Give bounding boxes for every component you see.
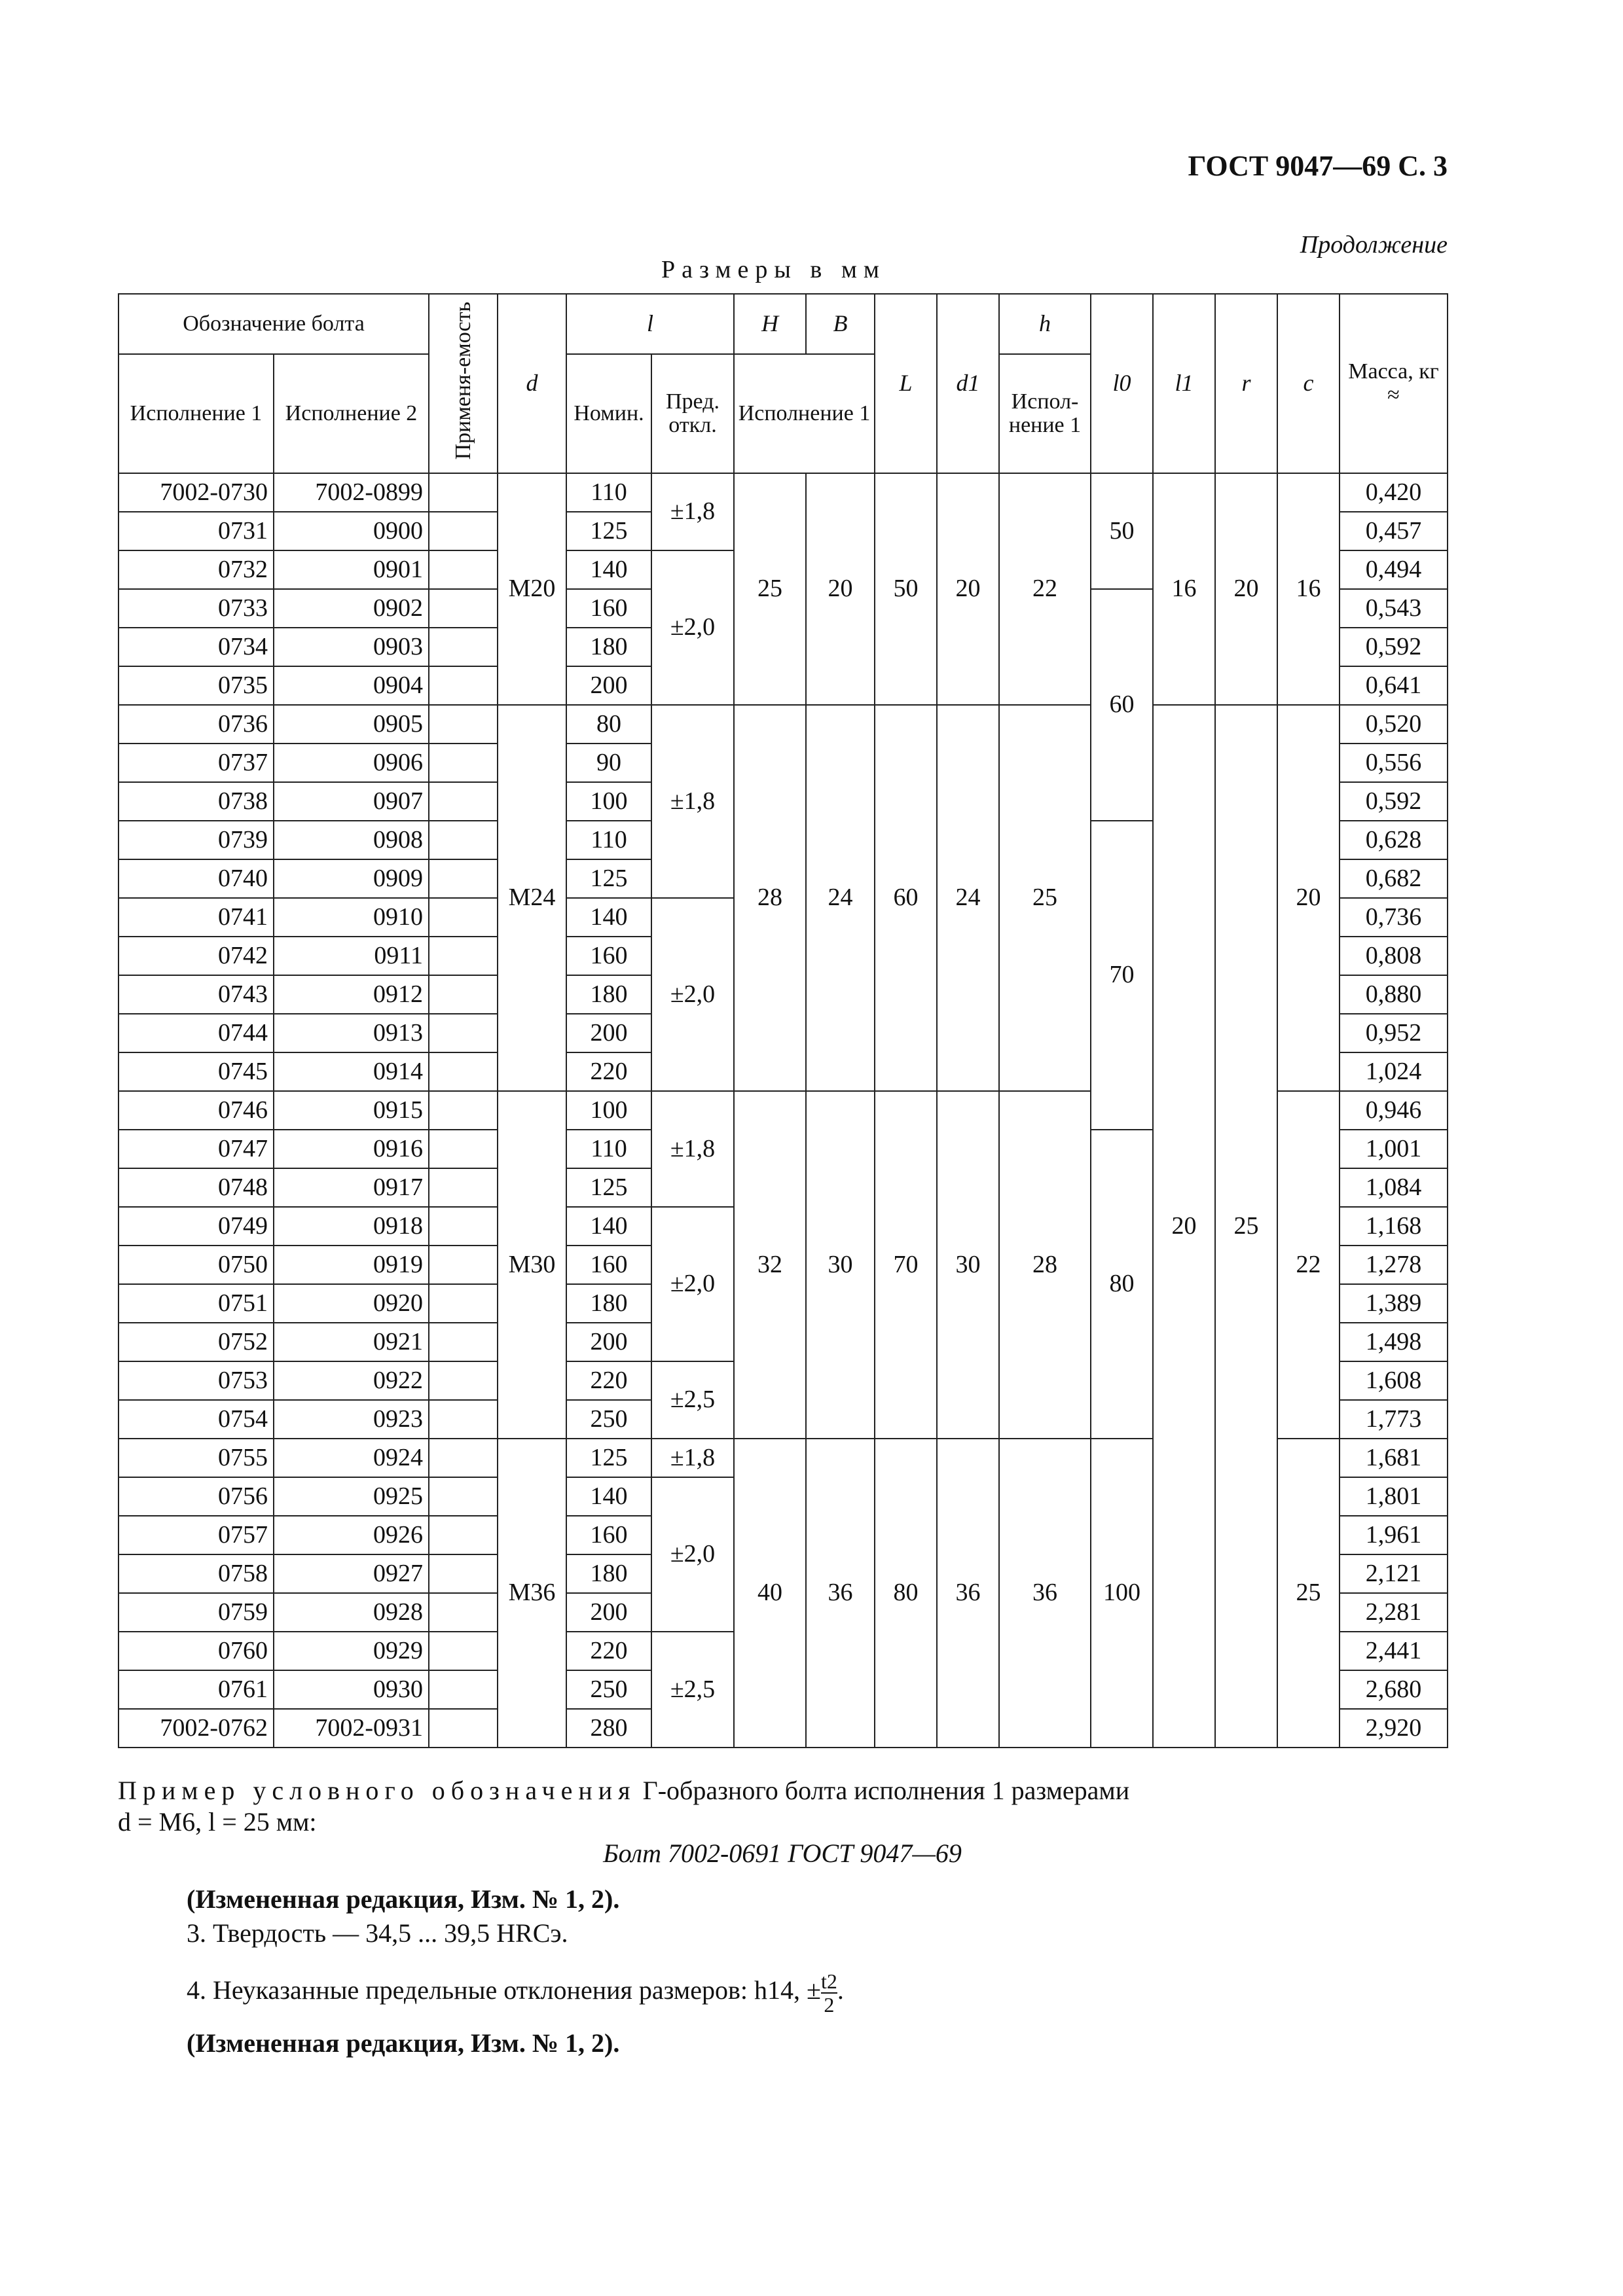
cell-mass: 2,281 <box>1340 1593 1448 1632</box>
cell-variant-1: 0754 <box>119 1400 274 1439</box>
cell-applicability <box>429 1361 498 1400</box>
cell-l-nominal: 110 <box>566 1130 651 1168</box>
cell-applicability <box>429 1439 498 1477</box>
cell-l-nominal: 250 <box>566 1400 651 1439</box>
cell-l-nominal: 250 <box>566 1670 651 1709</box>
cell-applicability <box>429 782 498 821</box>
cell-variant-2: 0900 <box>274 512 429 550</box>
dimensions-caption: Размеры в мм <box>661 256 886 283</box>
cell-variant-2: 0921 <box>274 1323 429 1361</box>
cell-variant-1: 0742 <box>119 937 274 975</box>
cell-applicability <box>429 1323 498 1361</box>
cell-applicability <box>429 859 498 898</box>
cell-variant-2: 0914 <box>274 1052 429 1091</box>
cell-variant-1: 0758 <box>119 1554 274 1593</box>
cell-applicability <box>429 1670 498 1709</box>
example-lead: Пример условного обозначения <box>118 1776 636 1805</box>
cell-variant-2: 0903 <box>274 628 429 666</box>
cell-l-nominal: 180 <box>566 1554 651 1593</box>
cell-l-nominal: 180 <box>566 1284 651 1323</box>
cell-mass: 0,520 <box>1340 705 1448 744</box>
header-h: h <box>999 294 1091 354</box>
cell-variant-2: 0919 <box>274 1246 429 1284</box>
cell-l-tolerance: ±1,8 <box>651 705 734 898</box>
cell-B: 20 <box>806 473 875 705</box>
cell-variant-1: 0750 <box>119 1246 274 1284</box>
header-l1: l1 <box>1153 294 1215 473</box>
cell-variant-2: 0907 <box>274 782 429 821</box>
cell-variant-2: 0917 <box>274 1168 429 1207</box>
cell-variant-1: 0756 <box>119 1477 274 1516</box>
cell-variant-1: 0735 <box>119 666 274 705</box>
cell-d1: 30 <box>937 1091 999 1439</box>
cell-applicability <box>429 1052 498 1091</box>
cell-c: 16 <box>1277 473 1340 705</box>
cell-applicability <box>429 1207 498 1246</box>
header-r: r <box>1215 294 1277 473</box>
cell-r: 25 <box>1215 705 1277 1748</box>
cell-h: 22 <box>999 473 1091 705</box>
tolerance-fraction: $\frac{t2}{2}$ <box>820 1969 837 2017</box>
header-B: B <box>806 294 875 354</box>
cell-mass: 1,001 <box>1340 1130 1448 1168</box>
cell-applicability <box>429 1632 498 1670</box>
cell-applicability <box>429 1014 498 1052</box>
cell-applicability <box>429 1091 498 1130</box>
cell-mass: 0,946 <box>1340 1091 1448 1130</box>
cell-l-nominal: 140 <box>566 898 651 937</box>
header-mass: Масса, кг ≈ <box>1340 294 1448 473</box>
cell-applicability <box>429 1246 498 1284</box>
cell-l-nominal: 220 <box>566 1361 651 1400</box>
cell-applicability <box>429 1168 498 1207</box>
cell-applicability <box>429 1284 498 1323</box>
cell-mass: 0,736 <box>1340 898 1448 937</box>
cell-mass: 1,961 <box>1340 1516 1448 1554</box>
cell-l-nominal: 100 <box>566 1091 651 1130</box>
cell-h: 36 <box>999 1439 1091 1748</box>
table-row <box>119 473 1448 512</box>
cell-applicability <box>429 1130 498 1168</box>
cell-mass: 2,920 <box>1340 1709 1448 1748</box>
cell-mass: 1,608 <box>1340 1361 1448 1400</box>
cell-variant-1: 0740 <box>119 859 274 898</box>
cell-variant-1: 0734 <box>119 628 274 666</box>
cell-applicability <box>429 1593 498 1632</box>
amendment-note-1: (Измененная редакция, Изм. № 1, 2). <box>187 1884 620 1914</box>
cell-variant-1: 0747 <box>119 1130 274 1168</box>
cell-l-nominal: 200 <box>566 666 651 705</box>
cell-l-tolerance: ±1,8 <box>651 1439 734 1477</box>
cell-l0: 70 <box>1091 821 1153 1130</box>
cell-variant-2: 0928 <box>274 1593 429 1632</box>
note-3-hardness: 3. Твердость — 34,5 ... 39,5 HRCэ. <box>187 1918 568 1948</box>
cell-h: 25 <box>999 705 1091 1091</box>
cell-d: M20 <box>498 473 566 705</box>
cell-c: 20 <box>1277 705 1340 1091</box>
continuation-label: Продолжение <box>1300 231 1448 259</box>
cell-variant-2: 0912 <box>274 975 429 1014</box>
cell-mass: 1,773 <box>1340 1400 1448 1439</box>
cell-variant-1: 0733 <box>119 589 274 628</box>
cell-d: M30 <box>498 1091 566 1439</box>
cell-r: 20 <box>1215 473 1277 705</box>
cell-l-nominal: 110 <box>566 473 651 512</box>
cell-l-nominal: 280 <box>566 1709 651 1748</box>
cell-l0: 100 <box>1091 1439 1153 1748</box>
cell-l0: 80 <box>1091 1130 1153 1439</box>
header-d: d <box>498 294 566 473</box>
cell-variant-2: 0925 <box>274 1477 429 1516</box>
header-l: l <box>566 294 734 354</box>
cell-mass: 0,592 <box>1340 782 1448 821</box>
header-L: L <box>875 294 937 473</box>
cell-l-tolerance: ±2,5 <box>651 1361 734 1439</box>
cell-l-nominal: 160 <box>566 1516 651 1554</box>
example-text-2: d = M6, l = 25 мм: <box>118 1807 317 1837</box>
cell-mass: 0,543 <box>1340 589 1448 628</box>
cell-l-nominal: 200 <box>566 1014 651 1052</box>
cell-variant-2: 0929 <box>274 1632 429 1670</box>
cell-applicability <box>429 821 498 859</box>
cell-mass: 2,121 <box>1340 1554 1448 1593</box>
example-designation: Болт 7002-0691 ГОСТ 9047—69 <box>603 1839 962 1868</box>
page-header: ГОСТ 9047—69 С. 3 <box>1188 150 1448 182</box>
cell-l0: 60 <box>1091 589 1153 821</box>
header-HB-variant: Исполнение 1 <box>734 354 875 473</box>
cell-variant-2: 0927 <box>274 1554 429 1593</box>
cell-variant-2: 0909 <box>274 859 429 898</box>
cell-l-nominal: 200 <box>566 1593 651 1632</box>
cell-l-nominal: 160 <box>566 937 651 975</box>
cell-L: 80 <box>875 1439 937 1748</box>
cell-mass: 0,494 <box>1340 550 1448 589</box>
cell-variant-2: 0901 <box>274 550 429 589</box>
cell-applicability <box>429 1400 498 1439</box>
cell-variant-1: 0753 <box>119 1361 274 1400</box>
cell-l-nominal: 80 <box>566 705 651 744</box>
cell-variant-2: 7002-0931 <box>274 1709 429 1748</box>
cell-variant-2: 7002-0899 <box>274 473 429 512</box>
cell-L: 50 <box>875 473 937 705</box>
header-variant-2: Исполнение 2 <box>274 354 429 473</box>
cell-l-nominal: 220 <box>566 1052 651 1091</box>
cell-l-nominal: 140 <box>566 1477 651 1516</box>
header-applicability: Применя-емость <box>429 294 498 473</box>
cell-l-tolerance: ±1,8 <box>651 1091 734 1207</box>
cell-H: 32 <box>734 1091 806 1439</box>
cell-l-nominal: 140 <box>566 550 651 589</box>
cell-variant-2: 0920 <box>274 1284 429 1323</box>
note-4-tolerances: 4. Неуказанные предельные отклонения размеров: h14, ± $\frac{t2}{2}$. <box>187 1969 844 2017</box>
cell-variant-1: 0761 <box>119 1670 274 1709</box>
cell-mass: 0,682 <box>1340 859 1448 898</box>
cell-mass: 0,420 <box>1340 473 1448 512</box>
cell-variant-2: 0915 <box>274 1091 429 1130</box>
cell-l-nominal: 125 <box>566 512 651 550</box>
cell-variant-1: 0748 <box>119 1168 274 1207</box>
cell-c: 22 <box>1277 1091 1340 1439</box>
cell-variant-2: 0908 <box>274 821 429 859</box>
cell-l-nominal: 100 <box>566 782 651 821</box>
cell-l-nominal: 110 <box>566 821 651 859</box>
cell-l-tolerance: ±1,8 <box>651 473 734 550</box>
cell-variant-1: 0755 <box>119 1439 274 1477</box>
cell-H: 28 <box>734 705 806 1091</box>
cell-variant-1: 0744 <box>119 1014 274 1052</box>
cell-H: 25 <box>734 473 806 705</box>
bolt-dimensions-table <box>118 293 1448 1748</box>
cell-mass: 0,457 <box>1340 512 1448 550</box>
cell-l-nominal: 220 <box>566 1632 651 1670</box>
cell-mass: 0,808 <box>1340 937 1448 975</box>
cell-d1: 24 <box>937 705 999 1091</box>
cell-mass: 1,681 <box>1340 1439 1448 1477</box>
cell-variant-1: 0741 <box>119 898 274 937</box>
cell-l1: 16 <box>1153 473 1215 705</box>
cell-mass: 2,441 <box>1340 1632 1448 1670</box>
table-row <box>119 705 1448 744</box>
cell-variant-2: 0904 <box>274 666 429 705</box>
cell-mass: 0,592 <box>1340 628 1448 666</box>
cell-variant-1: 0739 <box>119 821 274 859</box>
cell-variant-2: 0922 <box>274 1361 429 1400</box>
cell-applicability <box>429 937 498 975</box>
cell-mass: 1,278 <box>1340 1246 1448 1284</box>
cell-variant-1: 0759 <box>119 1593 274 1632</box>
cell-variant-1: 0751 <box>119 1284 274 1323</box>
header-c: c <box>1277 294 1340 473</box>
cell-variant-1: 0760 <box>119 1632 274 1670</box>
cell-mass: 1,084 <box>1340 1168 1448 1207</box>
cell-variant-2: 0902 <box>274 589 429 628</box>
cell-c: 25 <box>1277 1439 1340 1748</box>
header-nominal: Номин. <box>566 354 651 473</box>
header-l0: l0 <box>1091 294 1153 473</box>
cell-B: 36 <box>806 1439 875 1748</box>
cell-variant-1: 0732 <box>119 550 274 589</box>
cell-variant-2: 0930 <box>274 1670 429 1709</box>
cell-applicability <box>429 705 498 744</box>
cell-variant-2: 0906 <box>274 744 429 782</box>
cell-applicability <box>429 1477 498 1516</box>
cell-applicability <box>429 744 498 782</box>
cell-variant-2: 0926 <box>274 1516 429 1554</box>
cell-l-nominal: 125 <box>566 1168 651 1207</box>
header-d1: d1 <box>937 294 999 473</box>
cell-mass: 1,389 <box>1340 1284 1448 1323</box>
cell-l-tolerance: ±2,0 <box>651 1477 734 1632</box>
cell-d1: 36 <box>937 1439 999 1748</box>
cell-variant-1: 0752 <box>119 1323 274 1361</box>
cell-variant-1: 7002-0762 <box>119 1709 274 1748</box>
cell-variant-1: 0738 <box>119 782 274 821</box>
cell-l-tolerance: ±2,0 <box>651 1207 734 1361</box>
cell-l-nominal: 140 <box>566 1207 651 1246</box>
cell-d: M36 <box>498 1439 566 1748</box>
amendment-note-2: (Измененная редакция, Изм. № 1, 2). <box>187 2028 620 2058</box>
cell-mass: 1,801 <box>1340 1477 1448 1516</box>
cell-mass: 0,952 <box>1340 1014 1448 1052</box>
cell-variant-1: 0731 <box>119 512 274 550</box>
cell-variant-2: 0913 <box>274 1014 429 1052</box>
cell-mass: 0,556 <box>1340 744 1448 782</box>
cell-l-nominal: 90 <box>566 744 651 782</box>
cell-variant-2: 0905 <box>274 705 429 744</box>
cell-variant-2: 0924 <box>274 1439 429 1477</box>
cell-variant-1: 7002-0730 <box>119 473 274 512</box>
cell-variant-1: 0746 <box>119 1091 274 1130</box>
cell-mass: 1,168 <box>1340 1207 1448 1246</box>
cell-variant-1: 0745 <box>119 1052 274 1091</box>
cell-applicability <box>429 666 498 705</box>
header-designation: Обозначение болта <box>119 294 429 354</box>
cell-l0: 50 <box>1091 473 1153 589</box>
cell-B: 24 <box>806 705 875 1091</box>
cell-d: M24 <box>498 705 566 1091</box>
cell-applicability <box>429 1516 498 1554</box>
example-designation-paragraph <box>118 1775 1447 1838</box>
cell-variant-1: 0737 <box>119 744 274 782</box>
cell-variant-2: 0911 <box>274 937 429 975</box>
cell-variant-2: 0916 <box>274 1130 429 1168</box>
cell-mass: 1,024 <box>1340 1052 1448 1091</box>
cell-l-tolerance: ±2,0 <box>651 550 734 705</box>
cell-l-nominal: 180 <box>566 628 651 666</box>
cell-l-nominal: 200 <box>566 1323 651 1361</box>
cell-variant-2: 0923 <box>274 1400 429 1439</box>
header-tolerance: Пред. откл. <box>651 354 734 473</box>
cell-L: 60 <box>875 705 937 1091</box>
cell-variant-2: 0918 <box>274 1207 429 1246</box>
cell-applicability <box>429 589 498 628</box>
cell-applicability <box>429 473 498 512</box>
cell-applicability <box>429 1554 498 1593</box>
header-variant-1: Исполнение 1 <box>119 354 274 473</box>
cell-l-nominal: 180 <box>566 975 651 1014</box>
cell-L: 70 <box>875 1091 937 1439</box>
cell-applicability <box>429 628 498 666</box>
cell-applicability <box>429 898 498 937</box>
cell-l-tolerance: ±2,5 <box>651 1632 734 1748</box>
cell-mass: 0,641 <box>1340 666 1448 705</box>
cell-mass: 2,680 <box>1340 1670 1448 1709</box>
cell-variant-2: 0910 <box>274 898 429 937</box>
example-text-1: Г-образного болта исполнения 1 размерами <box>636 1776 1130 1805</box>
cell-applicability <box>429 975 498 1014</box>
cell-h: 28 <box>999 1091 1091 1439</box>
cell-mass: 0,880 <box>1340 975 1448 1014</box>
cell-H: 40 <box>734 1439 806 1748</box>
cell-variant-1: 0736 <box>119 705 274 744</box>
cell-l-nominal: 125 <box>566 1439 651 1477</box>
cell-variant-1: 0743 <box>119 975 274 1014</box>
cell-l-nominal: 160 <box>566 589 651 628</box>
cell-mass: 1,498 <box>1340 1323 1448 1361</box>
header-h-variant: Испол-нение 1 <box>999 354 1091 473</box>
cell-applicability <box>429 550 498 589</box>
cell-l-nominal: 160 <box>566 1246 651 1284</box>
cell-variant-1: 0749 <box>119 1207 274 1246</box>
cell-applicability <box>429 512 498 550</box>
cell-mass: 0,628 <box>1340 821 1448 859</box>
header-H: H <box>734 294 806 354</box>
cell-l-nominal: 125 <box>566 859 651 898</box>
cell-l1: 20 <box>1153 705 1215 1748</box>
cell-variant-1: 0757 <box>119 1516 274 1554</box>
cell-B: 30 <box>806 1091 875 1439</box>
cell-applicability <box>429 1709 498 1748</box>
cell-l-tolerance: ±2,0 <box>651 898 734 1091</box>
cell-d1: 20 <box>937 473 999 705</box>
